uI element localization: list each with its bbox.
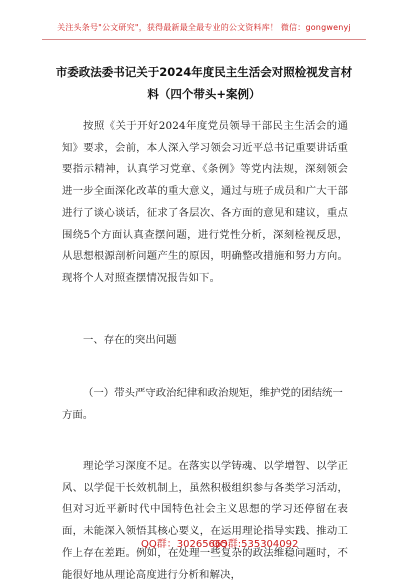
header-divider (42, 39, 366, 40)
header-banner: 关注头条号"公文研究"，获得最新最全最专业的公文资料库！ 微信：gongwenyj (57, 23, 351, 32)
title-line-2: 料（四个带头+案例） (147, 87, 261, 101)
intro-paragraph: 按照《关于开好2024年度党员领导干部民主生活会的通知》要求，会前，本人深入学习领会习近平总书记重要讲话重要指示精神，认真学习党章、《条例》等党内法规，深刻领会进一步全面深化改革的重大意义，通过与班子成员和广大干部进行了谈心谈话，征求了各层次、各方面的意见和建议，重点围绕5个方面认真查摆问题，进行党性分析，深刻检视反思，从思想根源剖析问题产生的原因，明确整改措施和努力方向。现将个人对照查摆情况报告如下。 (62, 120, 348, 284)
footer-qq-group-1: QQ群：30265665 (141, 539, 228, 550)
document-title (52, 61, 356, 105)
subsection-heading: （一）带头严守政治纪律和政治规矩，维护党的团结统一方面。 (62, 387, 343, 421)
title-line-1: 市委政法委书记关于2024年度民主生活会对照检视发言材 (55, 65, 353, 79)
section-heading: 一、存在的突出问题 (83, 334, 177, 346)
body-paragraph: 理论学习深度不足。在落实以学铸魂、以学增智、以学正风、以学促干长效机制上，虽然积极组织参与各类学习活动，但对习近平新时代中国特色社会主义思想的学习还停留在表面，未能深入领悟其核心要义，在运用理论指导实践、推动工作上存在差距。例如，在处理一些复杂的政法维稳问题时，不能很好地从理论高度进行分析和解决， (62, 460, 348, 581)
footer-qq-group-2: QQ群:535304092 (212, 539, 299, 550)
